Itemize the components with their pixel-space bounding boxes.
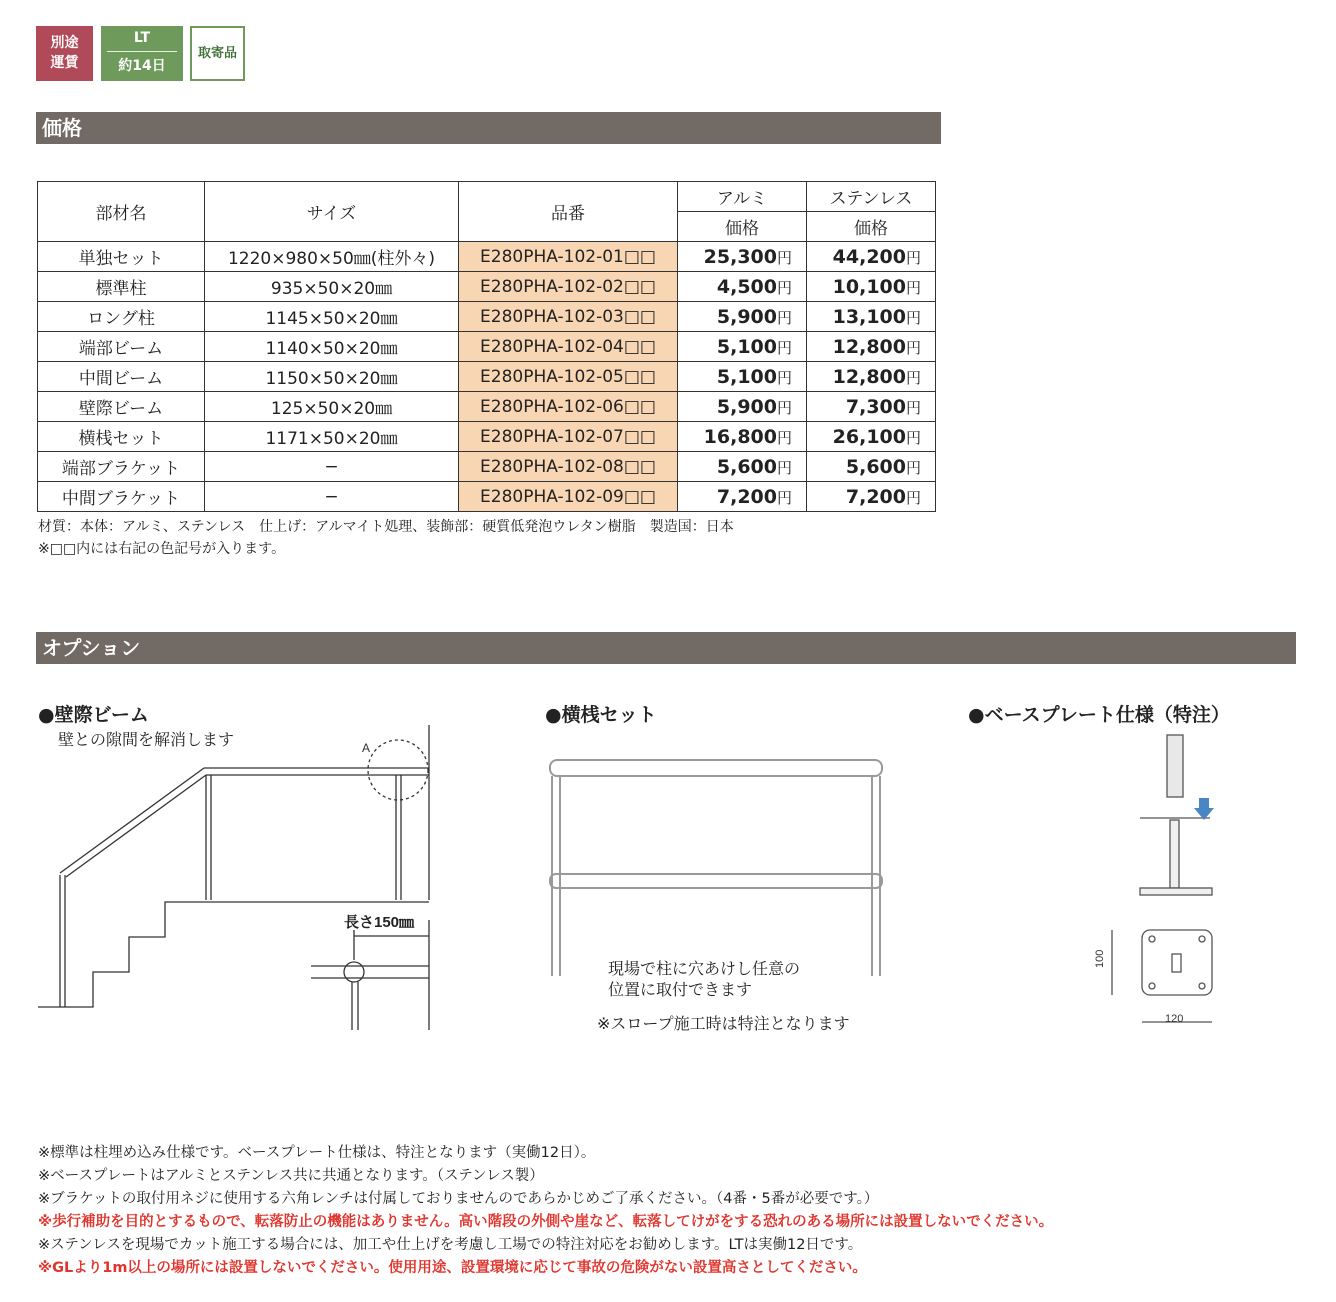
header-code: 品番 [459,182,678,242]
table-row [38,482,936,512]
footer-note: ※標準は柱埋め込み仕様です。ベースプレート仕様は、特注となります（実働12日）。 [38,1145,596,1161]
cell-part: 単独セット [38,242,205,272]
yen-unit: 円 [905,458,921,477]
option-section-title: オプション [36,632,1296,664]
cross-bar-note: ※スロープ施工時は特注となります [597,1014,850,1033]
cell-stainless-price-value: 44,200 [832,245,906,268]
cell-stainless-price [807,392,936,422]
table-row [38,452,936,482]
wall-beam-subtitle: 壁との隙間を解消します [58,730,235,749]
yen-unit: 円 [776,398,792,417]
shipping-badge [36,26,93,81]
header-stainless-price: 価格 [807,212,936,242]
cross-bar-caption-line2: 位置に取付できます [608,980,753,999]
lead-time-days: 約14日 [118,58,166,74]
cell-size: 125×50×20㎜ [205,392,459,422]
cell-part: 中間ブラケット [38,482,205,512]
cell-part: ロング柱 [38,302,205,332]
price-table [37,181,936,512]
yen-unit: 円 [776,308,792,327]
yen-unit: 円 [905,368,921,387]
cell-stainless-price-value: 7,300 [845,395,906,418]
table-row [38,422,936,452]
table-row [38,392,936,422]
cell-stainless-price [807,272,936,302]
yen-unit: 円 [776,278,792,297]
wall-beam-length-label: 長さ150㎜ [344,914,415,931]
yen-unit: 円 [905,308,921,327]
cell-part: 中間ビーム [38,362,205,392]
cell-alumi-price [678,332,807,362]
shipping-badge-line1: 別途 [50,35,79,51]
cell-alumi-price-value: 25,300 [703,245,777,268]
lead-time-label: LT [107,26,177,52]
footer-note: ※ベースプレートはアルミとステンレス共に共通となります。（ステンレス製） [38,1168,544,1184]
yen-unit: 円 [905,428,921,447]
cell-size: 1140×50×20㎜ [205,332,459,362]
cell-stainless-price [807,482,936,512]
header-size: サイズ [205,182,459,242]
yen-unit: 円 [905,278,921,297]
yen-unit: 円 [905,488,921,507]
wall-beam-diagram [36,720,436,1040]
base-plate-title: ●ベースプレート仕様（特注） [968,704,1230,726]
cell-part: 横桟セット [38,422,205,452]
cell-alumi-price-value: 7,200 [716,485,777,508]
cell-code: E280PHA-102-04□□ [459,332,678,362]
cell-stainless-price [807,362,936,392]
base-plate-diagram [1090,730,1230,1030]
wall-beam-detail-label: A [362,741,371,755]
cell-alumi-price-value: 16,800 [703,425,777,448]
cell-part: 端部ブラケット [38,452,205,482]
footer-note: ※歩行補助を目的とするもので、転落防止の機能はありません。高い階段の外側や崖など、転落してけがをする恐れのある場所には設置しないでください。 [38,1214,1054,1230]
yen-unit: 円 [905,398,921,417]
cell-stainless-price-value: 13,100 [832,305,906,328]
cell-part: 壁際ビーム [38,392,205,422]
cell-alumi-price-value: 4,500 [716,275,777,298]
material-note: 材質：本体：アルミ、ステンレス 仕上げ：アルマイト処理、装飾部：硬質低発泡ウレタン樹脂 製造国：日本 [38,519,734,535]
cell-alumi-price [678,392,807,422]
cell-alumi-price-value: 5,100 [716,365,777,388]
cell-part: 標準柱 [38,272,205,302]
cell-alumi-price [678,272,807,302]
header-stainless: ステンレス [807,182,936,212]
cell-size: 1150×50×20㎜ [205,362,459,392]
yen-unit: 円 [905,338,921,357]
cell-alumi-price [678,482,807,512]
cross-bar-caption [608,958,800,1000]
cross-bar-caption-line1: 現場で柱に穴あけし任意の [608,959,801,978]
cell-stainless-price [807,332,936,362]
price-section-title: 価格 [36,112,941,144]
footer-note: ※GLより1m以上の場所には設置しないでください。使用用途、設置環境に応じて事故の危険がない設置高さとしてください。 [38,1260,867,1276]
cell-stainless-price [807,422,936,452]
cell-stainless-price-value: 7,200 [845,485,906,508]
cell-size: 935×50×20㎜ [205,272,459,302]
color-code-note: ※□□内には右記の色記号が入ります。 [38,541,286,557]
yen-unit: 円 [776,338,792,357]
cell-code: E280PHA-102-03□□ [459,302,678,332]
table-row [38,332,936,362]
cell-alumi-price [678,302,807,332]
cell-size: 1220×980×50㎜(柱外々) [205,242,459,272]
cell-code: E280PHA-102-01□□ [459,242,678,272]
lead-time-badge [101,26,183,81]
yen-unit: 円 [776,458,792,477]
price-notes [38,516,734,560]
cell-code: E280PHA-102-09□□ [459,482,678,512]
footer-notes [38,1142,1053,1280]
yen-unit: 円 [776,428,792,447]
cell-alumi-price [678,422,807,452]
cell-size: − [205,482,459,512]
cell-code: E280PHA-102-07□□ [459,422,678,452]
wall-beam-title: ●壁際ビーム [38,704,149,726]
footer-note: ※ブラケットの取付用ネジに使用する六角レンチは付属しておりませんのであらかじめご了承ください。（4番・5番が必要です。） [38,1191,879,1207]
table-row [38,362,936,392]
order-type-badge: 取寄品 [190,26,245,81]
shipping-badge-line2: 運賃 [50,55,79,71]
header-alumi: アルミ [678,182,807,212]
table-row [38,302,936,332]
table-row [38,242,936,272]
yen-unit: 円 [776,248,792,267]
cell-size: − [205,452,459,482]
cell-alumi-price-value: 5,100 [716,335,777,358]
cell-stainless-price-value: 26,100 [832,425,906,448]
cell-alumi-price-value: 5,600 [716,455,777,478]
header-part: 部材名 [38,182,205,242]
cell-stainless-price-value: 5,600 [845,455,906,478]
cell-code: E280PHA-102-02□□ [459,272,678,302]
table-row [38,272,936,302]
cell-alumi-price-value: 5,900 [716,395,777,418]
cell-stainless-price [807,452,936,482]
footer-note: ※ステンレスを現場でカット施工する場合には、加工や仕上げを考慮し工場での特注対応をお勧めします。LTは実働12日です。 [38,1237,863,1253]
cell-code: E280PHA-102-05□□ [459,362,678,392]
cell-stainless-price-value: 10,100 [832,275,906,298]
cell-size: 1171×50×20㎜ [205,422,459,452]
cell-alumi-price [678,452,807,482]
yen-unit: 円 [776,488,792,507]
yen-unit: 円 [905,248,921,267]
cell-alumi-price [678,362,807,392]
cell-alumi-price [678,242,807,272]
cell-stainless-price [807,302,936,332]
cell-part: 端部ビーム [38,332,205,362]
cell-stainless-price-value: 12,800 [832,335,906,358]
cross-bar-diagram [546,756,886,981]
yen-unit: 円 [776,368,792,387]
cell-stainless-price-value: 12,800 [832,365,906,388]
cell-code: E280PHA-102-08□□ [459,452,678,482]
cell-size: 1145×50×20㎜ [205,302,459,332]
base-plate-dim-width: 120 [1165,1013,1184,1025]
header-alumi-price: 価格 [678,212,807,242]
cell-stainless-price [807,242,936,272]
cell-alumi-price-value: 5,900 [716,305,777,328]
cross-bar-title: ●横桟セット [545,704,657,726]
base-plate-dim-height: 100 [1094,949,1106,968]
cell-code: E280PHA-102-06□□ [459,392,678,422]
